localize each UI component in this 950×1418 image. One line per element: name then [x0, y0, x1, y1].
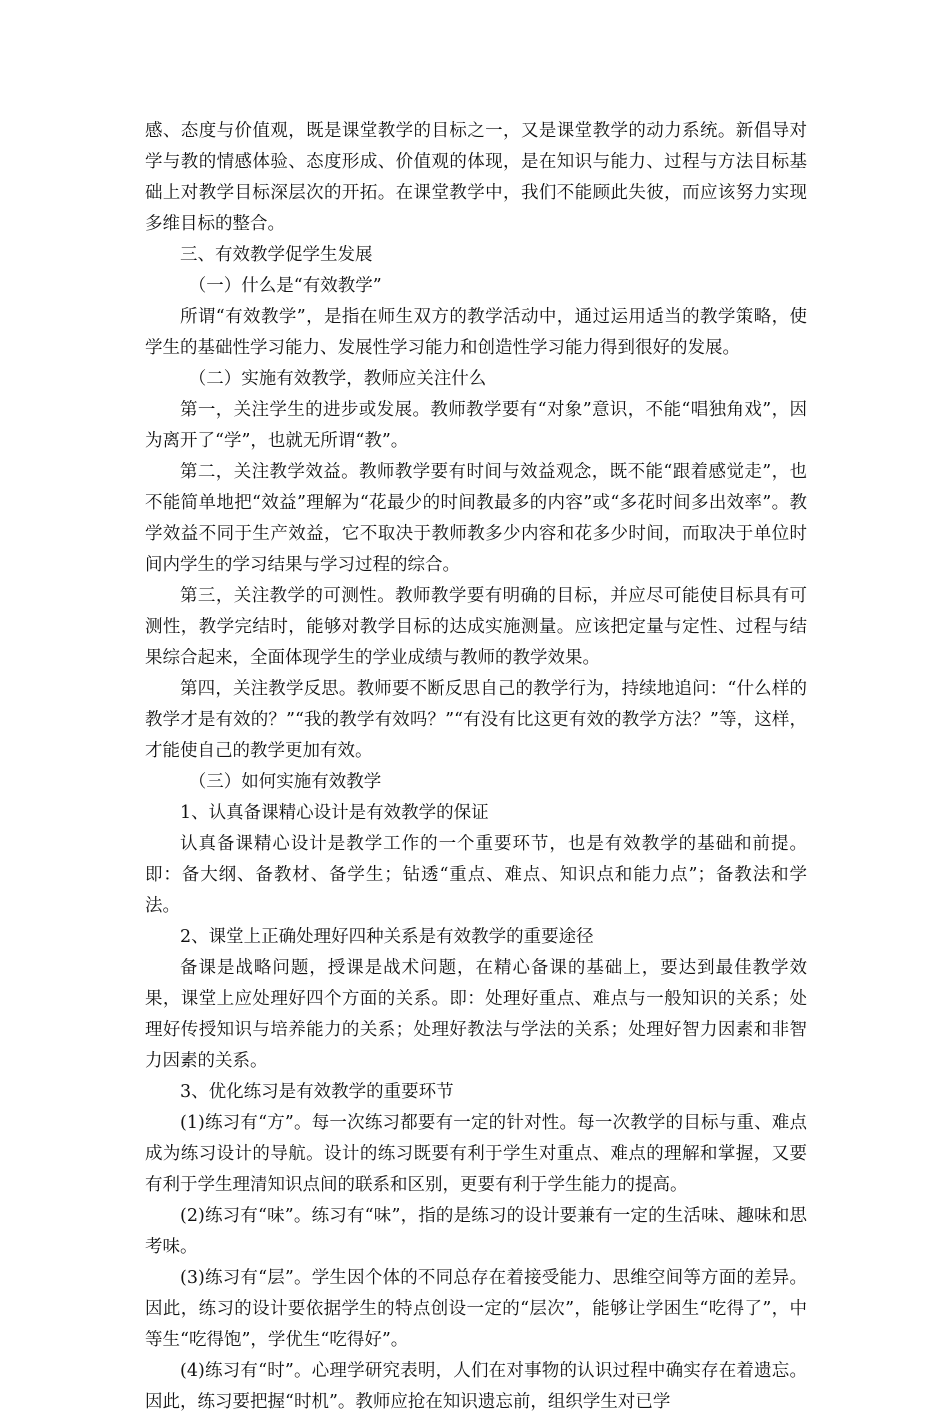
- item-heading: 2、课堂上正确处理好四种关系是有效教学的重要途径: [180, 927, 594, 947]
- subsection-heading: （二）实施有效教学，教师应关注什么: [188, 369, 487, 389]
- section-heading: 三、有效教学促学生发展: [180, 245, 373, 265]
- paragraph: (4)练习有“时”。心理学研究表明，人们在对事物的认识过程中确实存在着遗忘。因此，练习要把握“时机”。教师应抢在知识遗忘前，组织学生对已学: [145, 1361, 807, 1412]
- paragraph: 第三，关注教学的可测性。教师教学要有明确的目标，并应尽可能使目标具有可测性，教学完结时，能够对教学目标的达成实施测量。应该把定量与定性、过程与结果综合起来，全面体现学生的学业成绩与教师的教学效果。: [145, 586, 807, 668]
- paragraph: 认真备课精心设计是教学工作的一个重要环节，也是有效教学的基础和前提。即：备大纲、备教材、备学生；钻透“重点、难点、知识点和能力点”；备教法和学法。: [145, 834, 807, 916]
- paragraph: (3)练习有“层”。学生因个体的不同总存在着接受能力、思维空间等方面的差异。因此，练习的设计要依据学生的特点创设一定的“层次”，能够让学困生“吃得了”，中等生“吃得饱”，学优生“吃得好”。: [145, 1268, 807, 1350]
- paragraph: 感、态度与价值观，既是课堂教学的目标之一，又是课堂教学的动力系统。新倡导对学与教的情感体验、态度形成、价值观的体现，是在知识与能力、过程与方法目标基础上对教学目标深层次的开拓。在课堂教学中，我们不能顾此失彼，而应该努力实现多维目标的整合。: [145, 121, 807, 234]
- subsection-heading: （一）什么是“有效教学”: [188, 276, 382, 296]
- subsection-heading: （三）如何实施有效教学: [188, 772, 382, 792]
- item-heading: 1、认真备课精心设计是有效教学的保证: [180, 803, 489, 823]
- paragraph: 第一，关注学生的进步或发展。教师教学要有“对象”意识，不能“唱独角戏”，因为离开了“学”，也就无所谓“教”。: [145, 400, 807, 451]
- paragraph: 第二，关注教学效益。教师教学要有时间与效益观念，既不能“跟着感觉走”，也不能简单地把“效益”理解为“花最少的时间教最多的内容”或“多花时间多出效率”。教学效益不同于生产效益，它不取决于教师教多少内容和花多少时间，而取决于单位时间内学生的学习结果与学习过程的综合。: [145, 462, 807, 575]
- document-body: [145, 116, 807, 1418]
- paragraph: (2)练习有“味”。练习有“味”，指的是练习的设计要兼有一定的生活味、趣味和思考味。: [145, 1206, 807, 1257]
- paragraph: 所谓“有效教学”，是指在师生双方的教学活动中，通过运用适当的教学策略，使学生的基础性学习能力、发展性学习能力和创造性学习能力得到很好的发展。: [145, 307, 807, 358]
- item-heading: 3、优化练习是有效教学的重要环节: [180, 1082, 454, 1102]
- paragraph: 第四，关注教学反思。教师要不断反思自己的教学行为，持续地追问：“什么样的教学才是有效的？”“我的教学有效吗？”“有没有比这更有效的教学方法？”等，这样，才能使自己的教学更加有效。: [145, 679, 807, 761]
- paragraph: 备课是战略问题，授课是战术问题，在精心备课的基础上，要达到最佳教学效果，课堂上应处理好四个方面的关系。即：处理好重点、难点与一般知识的关系；处理好传授知识与培养能力的关系；处理好教法与学法的关系；处理好智力因素和非智力因素的关系。: [145, 958, 807, 1071]
- paragraph: (1)练习有“方”。每一次练习都要有一定的针对性。每一次教学的目标与重、难点成为练习设计的导航。设计的练习既要有利于学生对重点、难点的理解和掌握，又要有利于学生理清知识点间的联系和区别，更要有利于学生能力的提高。: [145, 1113, 807, 1195]
